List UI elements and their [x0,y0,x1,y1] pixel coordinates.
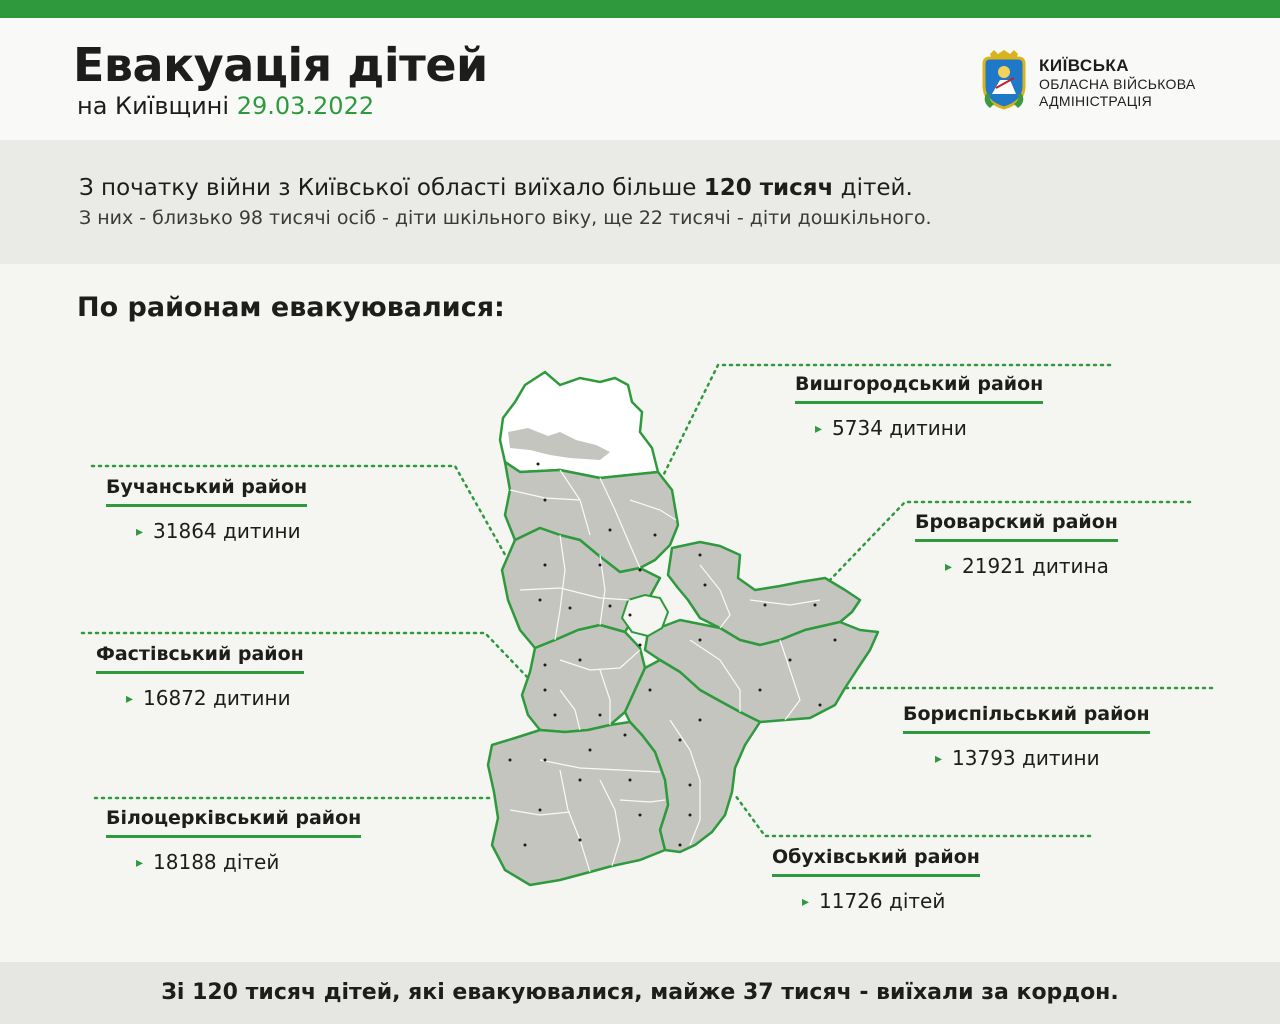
exclusion-zone [500,372,658,478]
district-name: Обухівський район [772,846,980,877]
district-name: Бучанський район [106,476,307,507]
org-line-3: АДМІНІСТРАЦІЯ [1039,93,1153,109]
district-label-obukhiv [772,846,980,913]
org-line-1: КИЇВСЬКА [1039,56,1130,75]
subtitle-prefix: на Київщині [77,92,230,120]
district-label-vyshhorod [795,373,1043,440]
district-count: ▸ 21921 дитина [945,554,1118,578]
district-label-bucha [106,476,307,543]
intro-line-1-bold: 120 тисяч [703,175,834,201]
intro-line-1-prefix: З початку війни з Київської області виїхало більше [79,175,697,201]
subtitle-date: 29.03.2022 [236,92,375,120]
district-name: Броварский район [915,511,1118,542]
section-title: По районам евакуювалися: [77,292,505,323]
district-count: ▸ 18188 дітей [136,850,361,874]
org-line-2: ОБЛАСНА ВІЙСЬКОВА [1039,76,1196,92]
intro-line-2: З них - близько 98 тисячі осіб - діти шкільного віку, ще 22 тисячі - діти дошкільного. [79,207,932,229]
district-count: ▸ 16872 дитини [126,686,304,710]
district-count: ▸ 5734 дитини [815,416,1043,440]
footer-panel [0,962,1280,1024]
footer-text: Зі 120 тисяч дітей, які евакуювалися, майже 37 тисяч - виїхали за кордон. [161,980,1119,1005]
district-label-bila-tserkva [106,807,361,874]
district-count: ▸ 13793 дитини [935,746,1150,770]
district-count: ▸ 31864 дитини [136,519,307,543]
district-label-brovary [915,511,1118,578]
district-name: Фастівський район [96,643,304,674]
district-count: ▸ 11726 дітей [802,889,980,913]
page-title: Евакуація дітей [73,38,488,92]
leader-obukhiv [735,795,1090,836]
district-label-fastiv [96,643,304,710]
district-name: Бориспільський район [903,703,1150,734]
intro-line-1-suffix: дітей. [840,175,913,201]
district-name: Вишгородський район [795,373,1043,404]
district-label-boryspil [903,703,1150,770]
district-name: Білоцерківський район [106,807,361,838]
district-bila-tserkva [488,722,668,885]
